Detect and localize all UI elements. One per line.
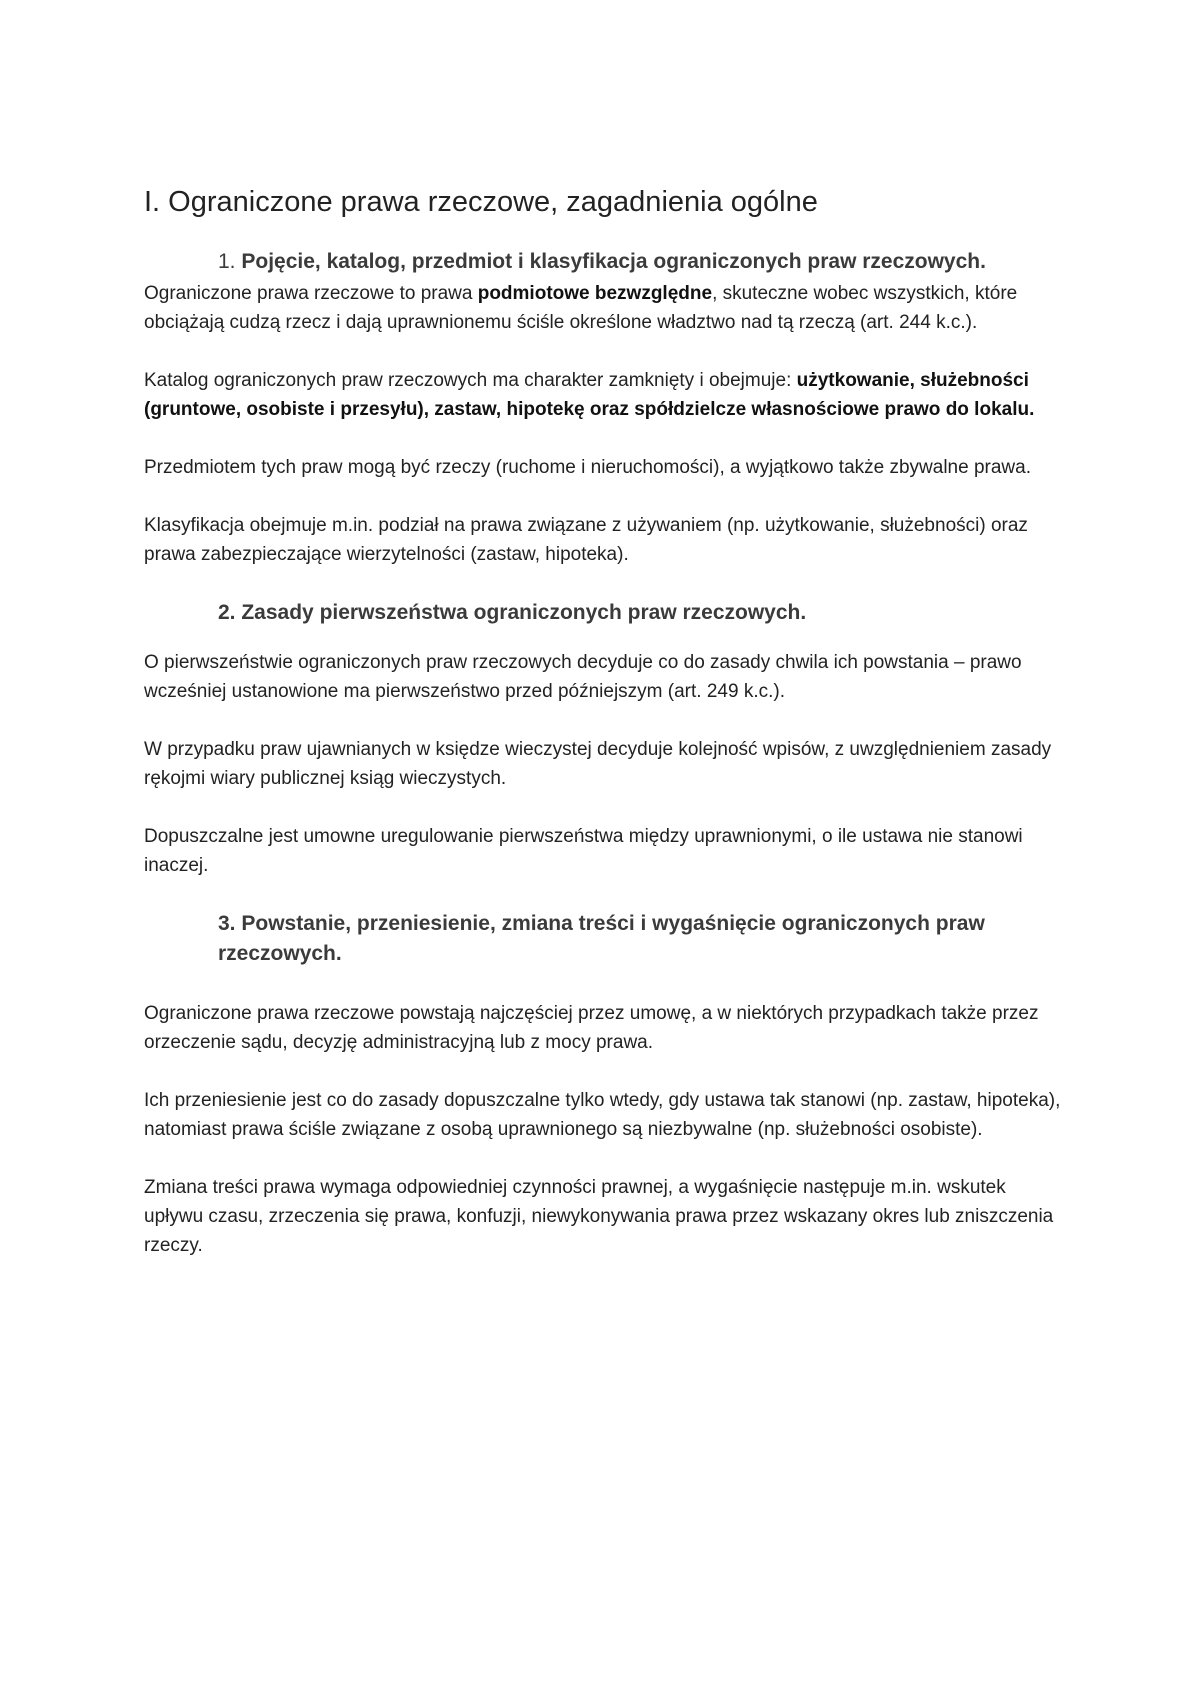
section-heading-text: Zasady pierwszeństwa ograniczonych praw rzeczowych. (241, 601, 807, 624)
section-heading-1 (144, 247, 1070, 277)
paragraph: W przypadku praw ujawnianych w księdze wieczystej decyduje kolejność wpisów, z uwzględnieniem zasady rękojmi wiary publicznej ksiąg wieczystych. (144, 739, 1052, 789)
paragraph: Przedmiotem tych praw mogą być rzeczy (ruchome i nieruchomości), a wyjątkowo także zbywalne prawa. (144, 457, 1031, 478)
document-title: I. Ograniczone prawa rzeczowe, zagadnienia ogólne (144, 186, 818, 218)
paragraph: Ograniczone prawa rzeczowe powstają najczęściej przez umowę, a w niektórych przypadkach także przez orzeczenie sądu, decyzję administracyjną lub z mocy prawa. (144, 1003, 1039, 1053)
paragraph-bold-text: użytkowanie, służebności (gruntowe, osobiste i przesyłu), zastaw, hipotekę oraz spółdzielcze własnościowe prawo do lokalu. (144, 370, 1035, 420)
paragraph: O pierwszeństwie ograniczonych praw rzeczowych decyduje co do zasady chwila ich powstania – prawo wcześniej ustanowione ma pierwszeństwo przed późniejszym (art. 249 k.c.). (144, 652, 1022, 702)
section-heading-text: Powstanie, przeniesienie, zmiana treści i wygaśnięcie ograniczonych praw rzeczowych. (218, 912, 985, 965)
paragraph-text: Katalog ograniczonych praw rzeczowych ma charakter zamknięty i obejmuje: (144, 370, 797, 391)
section-heading-text: Pojęcie, katalog, przedmiot i klasyfikacja ograniczonych praw rzeczowych. (241, 250, 986, 273)
section-number: 1. (218, 250, 236, 273)
section-number: 3. (218, 912, 236, 935)
section-heading-3 (144, 909, 1070, 969)
paragraph-bold-text: podmiotowe bezwzględne (477, 283, 713, 304)
paragraph (144, 279, 1070, 337)
paragraph-text: Ograniczone prawa rzeczowe to prawa (144, 283, 478, 304)
paragraph: Zmiana treści prawa wymaga odpowiedniej czynności prawnej, a wygaśnięcie następuje m.in. wskutek upływu czasu, zrzeczenia się prawa, konfuzji, niewykonywania prawa przez wskazany okres lub zniszczenia rzeczy. (144, 1177, 1054, 1256)
section-heading-2 (144, 598, 1070, 628)
section-number: 2. (218, 601, 236, 624)
paragraph: Dopuszczalne jest umowne uregulowanie pierwszeństwa między uprawnionymi, o ile ustawa nie stanowi inaczej. (144, 826, 1023, 876)
paragraph-text: , skuteczne wobec wszystkich, które obciążają cudzą rzecz i dają uprawnionemu ściśle określone władztwo nad tą rzeczą (art. 244 k.c.). (144, 283, 1018, 333)
paragraph (144, 366, 1070, 424)
paragraph: Ich przeniesienie jest co do zasady dopuszczalne tylko wtedy, gdy ustawa tak stanowi (np. zastaw, hipoteka), natomiast prawa ściśle związane z osobą uprawnionego są niezbywalne (np. służebności osobiste). (144, 1090, 1061, 1140)
paragraph: Klasyfikacja obejmuje m.in. podział na prawa związane z używaniem (np. użytkowanie, służebności) oraz prawa zabezpieczające wierzytelności (zastaw, hipoteka). (144, 515, 1028, 565)
